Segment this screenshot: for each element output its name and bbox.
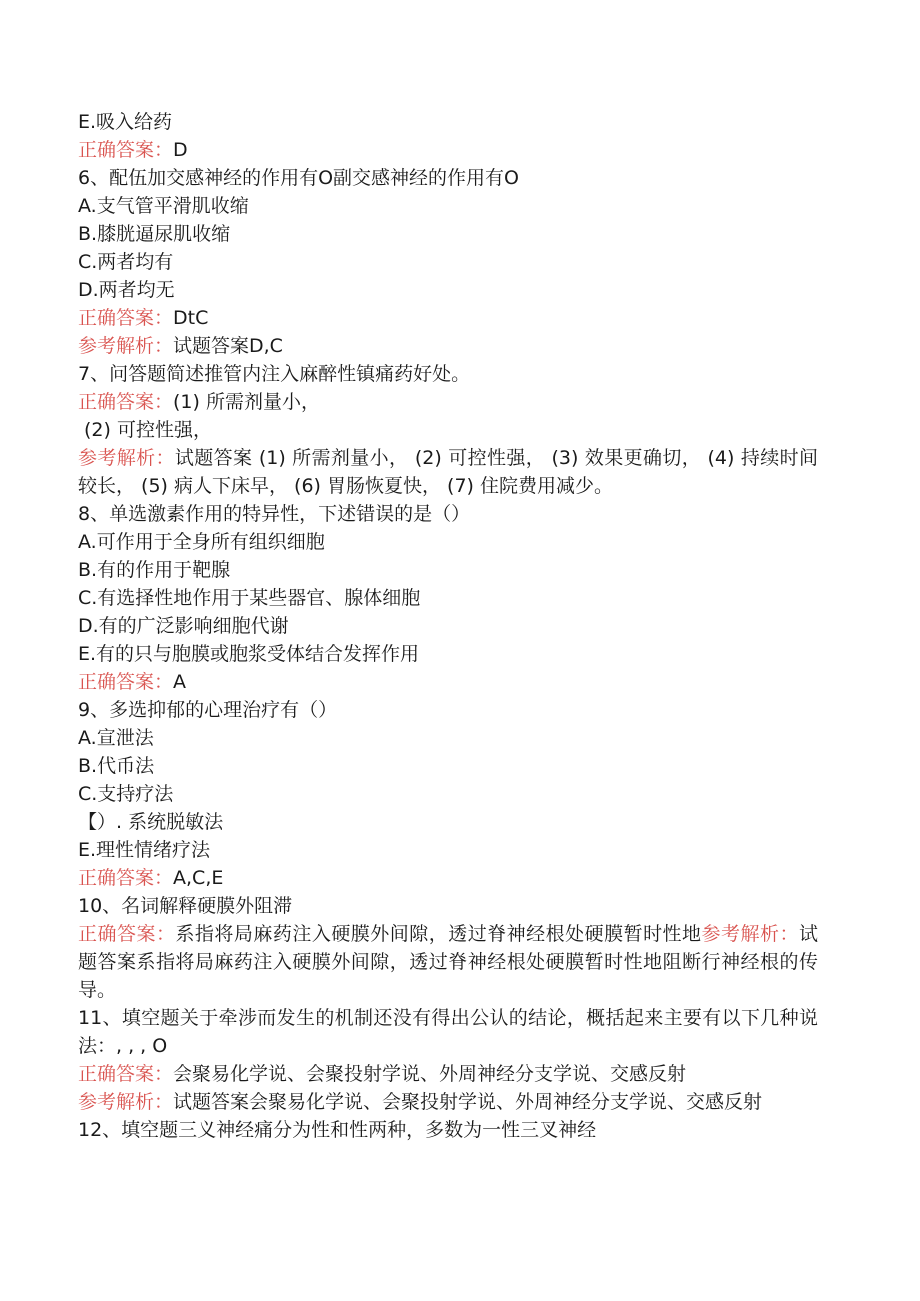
correct-answer-value: (1) 所需剂量小， (173, 391, 320, 413)
analysis-value: 试题答案会聚易化学说、会聚投射学说、外周神经分支学说、交感反射 (173, 1091, 763, 1113)
option-item (78, 640, 818, 668)
option-item (78, 276, 818, 304)
answer-continuation (78, 416, 818, 444)
question-text (78, 892, 818, 920)
question-text (78, 360, 818, 388)
option-item (78, 612, 818, 640)
question-text (78, 1116, 818, 1144)
answer-and-analysis (78, 920, 818, 1004)
option-item (78, 780, 818, 808)
correct-answer (78, 1060, 818, 1088)
reference-analysis (78, 444, 818, 500)
option-text: B.有的作用于靶腺 (78, 559, 231, 581)
option-text: C.有选择性地作用于某些器官、腺体细胞 (78, 587, 421, 609)
correct-answer (78, 668, 818, 696)
question-text (78, 1004, 818, 1060)
option-item (78, 220, 818, 248)
analysis-label: 参考解析： (78, 447, 175, 469)
correct-answer (78, 864, 818, 892)
analysis-label: 参考解析： (78, 1091, 174, 1113)
correct-answer (78, 388, 818, 416)
analysis-value: 试题答案D,C (173, 335, 283, 357)
option-text: D.有的广泛影响细胞代谢 (78, 615, 289, 637)
correct-answer-label: 正确答案： (78, 139, 174, 161)
correct-answer-value: 系指将局麻药注入硬膜外间隙，透过脊神经根处硬膜暂时性地 (175, 923, 702, 945)
question-text (78, 696, 818, 724)
option-text: A.宣泄法 (78, 727, 154, 749)
question-label: 11、填空题关于牵涉而发生的机制还没有得出公认的结论，概括起来主要有以下几种说法：, , , O (78, 1007, 818, 1057)
correct-answer-label: 正确答案： (78, 1063, 174, 1085)
option-item (78, 752, 818, 780)
option-item (78, 108, 818, 136)
option-item (78, 808, 818, 836)
correct-answer-value: A (173, 671, 187, 693)
option-text: A.支气管平滑肌收缩 (78, 195, 249, 217)
answer-text: (2) 可控性强， (84, 419, 212, 441)
option-text: B.代币法 (78, 755, 155, 777)
correct-answer-label: 正确答案： (78, 867, 174, 889)
analysis-value: 试题答案 (1) 所需剂量小， (2) 可控性强， (3) 效果更确切， (4) 持续时间较长， (5) 病人下床早， (6) 胃肠恢夏快， (7) 住院费用减少。 (78, 447, 818, 497)
correct-answer-label: 正确答案： (78, 391, 174, 413)
document-page (78, 108, 818, 1144)
option-item (78, 836, 818, 864)
reference-analysis (78, 1088, 818, 1116)
analysis-value: 试题答案系指将局麻药注入硬膜外间隙，透过脊神经根处硬膜暂时性地阻断行神经根的传导。 (78, 923, 818, 1001)
option-item (78, 528, 818, 556)
option-item (78, 248, 818, 276)
question-label: 12、填空题三义神经痛分为性和性两种，多数为一性三叉神经 (78, 1119, 597, 1141)
option-item (78, 724, 818, 752)
correct-answer-value: D (173, 139, 188, 161)
option-text: E.有的只与胞膜或胞浆受体结合发挥作用 (78, 643, 420, 665)
correct-answer-value: 会聚易化学说、会聚投射学说、外周神经分支学说、交感反射 (173, 1063, 687, 1085)
correct-answer (78, 304, 818, 332)
option-item (78, 192, 818, 220)
question-label: 8、单选激素作用的特异性，下述错误的是（） (78, 503, 471, 525)
correct-answer-value: DtC (173, 307, 209, 329)
option-text: D.两者均无 (78, 279, 175, 301)
correct-answer-label: 正确答案： (78, 671, 174, 693)
correct-answer (78, 136, 818, 164)
option-text: C.两者均有 (78, 251, 174, 273)
analysis-label: 参考解析： (78, 335, 174, 357)
analysis-label: 参考解析： (701, 923, 799, 945)
option-text: B.膝胱逼尿肌收缩 (78, 223, 231, 245)
option-item (78, 584, 818, 612)
question-text (78, 500, 818, 528)
correct-answer-label: 正确答案： (78, 307, 174, 329)
correct-answer-value: A,C,E (173, 867, 224, 889)
option-text: E.吸入给药 (78, 111, 173, 133)
option-text: E.理性情绪疗法 (78, 839, 211, 861)
option-text: 【）. 系统脱敏法 (78, 811, 224, 833)
option-text: A.可作用于全身所有组织细胞 (78, 531, 325, 553)
correct-answer-label: 正确答案： (78, 923, 176, 945)
question-label: 9、多选抑郁的心理治疗有（） (78, 699, 338, 721)
question-label: 10、名词解释硬膜外阻滞 (78, 895, 293, 917)
option-text: C.支持疗法 (78, 783, 174, 805)
option-item (78, 556, 818, 584)
question-label: 7、问答题简述推管内注入麻醉性镇痛药好处。 (78, 363, 471, 385)
question-label: 6、配伍加交感神经的作用有O副交感神经的作用有O (78, 167, 519, 189)
question-text (78, 164, 818, 192)
reference-analysis (78, 332, 818, 360)
